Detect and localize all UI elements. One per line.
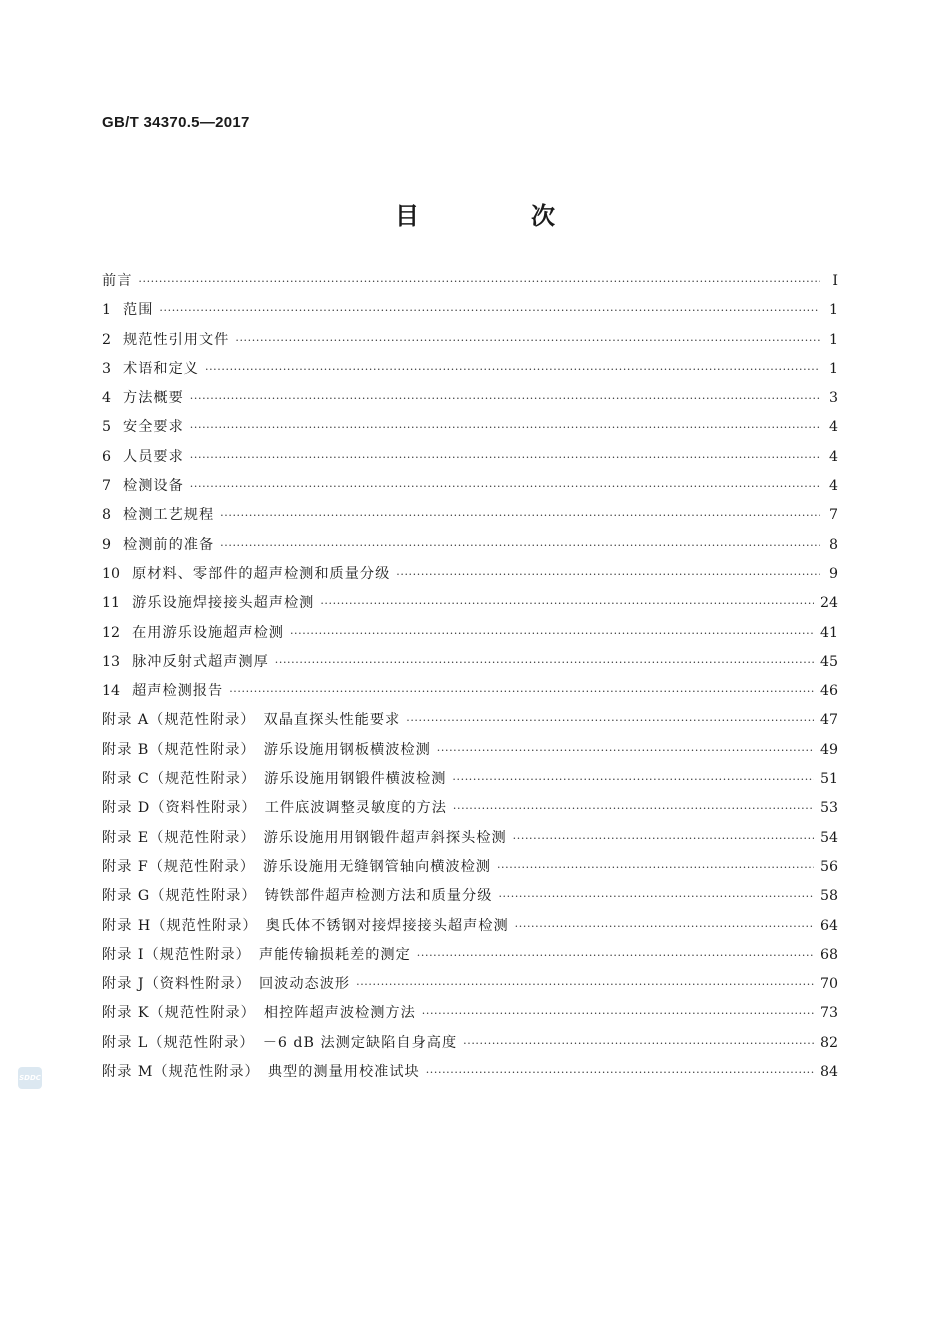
toc-entry[interactable] [102,797,838,826]
dot-leader [356,978,814,991]
dot-leader [320,597,814,610]
toc-page-number: 84 [819,1064,838,1081]
toc-entry-title [102,915,509,935]
toc-entry-label: 附录 I（规范性附录） 声能传输损耗差的测定 [102,946,411,963]
dot-leader [159,304,820,317]
toc-entry-title [102,827,507,847]
toc-page-number: 4 [828,478,838,495]
toc-entry[interactable] [102,299,838,328]
toc-entry[interactable] [102,387,838,416]
toc-entry[interactable] [102,739,838,768]
toc-entry-title [102,1061,420,1081]
toc-entry-label: 附录 D（资料性附录） 工件底波调整灵敏度的方法 [102,800,447,817]
toc-entry-label: 检测前的准备 [123,536,215,553]
toc-entry-number: 2 [102,331,112,348]
toc-entry-number: 14 [102,683,121,700]
dot-leader [220,509,820,522]
toc-entry-label: 原材料、零部件的超声检测和质量分级 [132,565,391,582]
toc-entry[interactable] [102,329,838,358]
toc-entry-title [102,299,153,319]
toc-entry-label: 超声检测报告 [132,683,224,700]
toc-entry-title [102,563,390,583]
toc-entry[interactable] [102,446,838,475]
toc-page-number: Ⅰ [832,273,838,289]
dot-leader [453,802,814,815]
toc-page-number: 4 [828,419,838,436]
toc-page-number: 8 [828,536,838,553]
dot-leader [426,1066,814,1079]
dot-leader [452,773,814,786]
toc-page-number: 7 [828,507,838,524]
dot-leader [498,890,814,903]
toc-entry[interactable] [102,680,838,709]
toc-entry[interactable] [102,944,838,973]
toc-entry[interactable] [102,504,838,533]
dot-leader [417,949,814,962]
toc-entry-title [102,856,491,876]
toc-entry-number: 4 [102,390,112,407]
toc-entry-label: 前言 [102,273,133,289]
toc-entry[interactable] [102,856,838,885]
toc-entry-title [102,885,492,905]
toc-page-number: 51 [819,771,838,788]
toc-entry[interactable] [102,651,838,680]
toc-entry-label: 附录 H（规范性附录） 奥氏体不锈钢对接焊接接头超声检测 [102,917,509,934]
dot-leader [515,920,814,933]
toc-entry-number: 7 [102,478,112,495]
toc-entry[interactable] [102,1032,838,1061]
toc-entry-label: 人员要求 [123,448,184,465]
toc-entry[interactable] [102,563,838,592]
toc-page-number: 58 [819,888,838,905]
toc-page-number: 53 [819,800,838,817]
toc-page-number: 47 [819,712,838,729]
toc-entry-label: 附录 M（规范性附录） 典型的测量用校准试块 [102,1064,420,1081]
table-of-contents [102,270,838,1090]
dot-leader [190,421,820,434]
toc-entry-label: 附录 K（规范性附录） 相控阵超声波检测方法 [102,1005,416,1022]
toc-entry-number: 10 [102,565,121,582]
toc-entry-title [102,622,284,642]
toc-entry[interactable] [102,534,838,563]
toc-entry-title [102,416,184,436]
toc-entry[interactable] [102,915,838,944]
toc-page-number: 73 [819,1005,838,1022]
toc-entry-label: 附录 E（规范性附录） 游乐设施用用钢锻件超声斜探头检测 [102,829,507,846]
toc-page-number: 70 [819,976,838,993]
toc-page-number: 45 [819,653,838,670]
dot-leader [190,480,820,493]
toc-entry-title [102,680,223,700]
toc-entry[interactable] [102,270,838,299]
toc-page-number: 64 [819,917,838,934]
toc-entry-number: 12 [102,624,121,641]
toc-page-number: 41 [819,624,838,641]
toc-entry-label: 游乐设施焊接接头超声检测 [132,595,315,612]
toc-page-number: 3 [828,390,838,407]
toc-entry[interactable] [102,416,838,445]
toc-entry[interactable] [102,768,838,797]
toc-entry-title [102,768,446,788]
toc-entry-number: 3 [102,360,112,377]
dot-leader [190,451,820,464]
toc-entry-title [102,739,431,759]
toc-entry-title [102,387,184,407]
toc-entry-label: 范围 [123,302,154,319]
watermark-logo: SDDC [18,1067,42,1089]
toc-entry-label: 方法概要 [123,390,184,407]
toc-entry-title [102,270,132,290]
toc-entry[interactable] [102,358,838,387]
toc-entry-label: 术语和定义 [123,360,199,377]
toc-entry-label: 脉冲反射式超声测厚 [132,653,269,670]
toc-entry[interactable] [102,827,838,856]
dot-leader [513,832,814,845]
toc-entry-title [102,504,214,524]
toc-page-number: 82 [819,1034,838,1051]
dot-leader [422,1007,814,1020]
toc-entry-title [102,446,184,466]
toc-entry-number: 8 [102,507,112,524]
toc-entry-label: 规范性引用文件 [123,331,230,348]
toc-entry-label: 检测设备 [123,478,184,495]
toc-entry-label: 附录 B（规范性附录） 游乐设施用钢板横波检测 [102,741,431,758]
toc-entry-label: 附录 A（规范性附录） 双晶直探头性能要求 [102,712,401,729]
toc-entry-label: 安全要求 [123,419,184,436]
toc-entry-title [102,973,350,993]
toc-page-number: 1 [828,360,838,377]
dot-leader [497,861,814,874]
dot-leader [463,1037,814,1050]
toc-entry-title [102,709,400,729]
toc-entry-title [102,534,214,554]
dot-leader [396,568,820,581]
dot-leader [190,392,820,405]
dot-leader [275,656,814,669]
toc-entry-label: 附录 J（资料性附录） 回波动态波形 [102,976,351,993]
page-title: 目 次 [395,202,599,230]
toc-entry-label: 附录 L（规范性附录） －6 dB 法测定缺陷自身高度 [102,1034,458,1051]
toc-entry-title [102,1032,457,1052]
dot-leader [205,363,820,376]
dot-leader [235,334,820,347]
dot-leader [437,744,814,757]
toc-entry-title [102,358,199,378]
toc-entry-number: 5 [102,419,112,436]
toc-page-number: 24 [819,595,838,612]
toc-entry-number: 9 [102,536,112,553]
toc-entry[interactable] [102,592,838,621]
toc-entry-title [102,651,269,671]
toc-page-number: 46 [819,683,838,700]
toc-page-number: 56 [819,858,838,875]
toc-page-number: 4 [828,448,838,465]
toc-entry[interactable] [102,1061,838,1090]
toc-page-number: 68 [819,946,838,963]
toc-page-number: 54 [819,829,838,846]
dot-leader [290,627,814,640]
toc-entry[interactable] [102,475,838,504]
toc-entry-label: 在用游乐设施超声检测 [132,624,284,641]
dot-leader [229,685,814,698]
toc-entry-title [102,592,314,612]
toc-entry-label: 检测工艺规程 [123,507,215,524]
toc-entry-title [102,329,229,349]
toc-entry-title [102,944,411,964]
toc-entry-number: 11 [102,595,121,612]
toc-page-number: 1 [828,331,838,348]
toc-entry-number: 13 [102,653,121,670]
dot-leader [138,275,820,288]
standard-code: GB/T 34370.5—2017 [102,114,250,131]
toc-entry-label: 附录 C（规范性附录） 游乐设施用钢锻件横波检测 [102,771,447,788]
toc-entry-number: 6 [102,448,112,465]
toc-entry[interactable] [102,709,838,738]
toc-entry[interactable] [102,622,838,651]
toc-entry-label: 附录 G（规范性附录） 铸铁部件超声检测方法和质量分级 [102,888,493,905]
toc-entry-title [102,475,184,495]
toc-entry[interactable] [102,973,838,1002]
toc-entry[interactable] [102,1002,838,1031]
dot-leader [406,714,814,727]
toc-entry-title [102,797,447,817]
toc-page-number: 9 [828,565,838,582]
toc-page-number: 49 [819,741,838,758]
toc-entry[interactable] [102,885,838,914]
dot-leader [220,539,820,552]
toc-entry-label: 附录 F（规范性附录） 游乐设施用无缝钢管轴向横波检测 [102,858,491,875]
toc-entry-number: 1 [102,302,112,319]
toc-entry-title [102,1002,416,1022]
toc-page-number: 1 [828,302,838,319]
